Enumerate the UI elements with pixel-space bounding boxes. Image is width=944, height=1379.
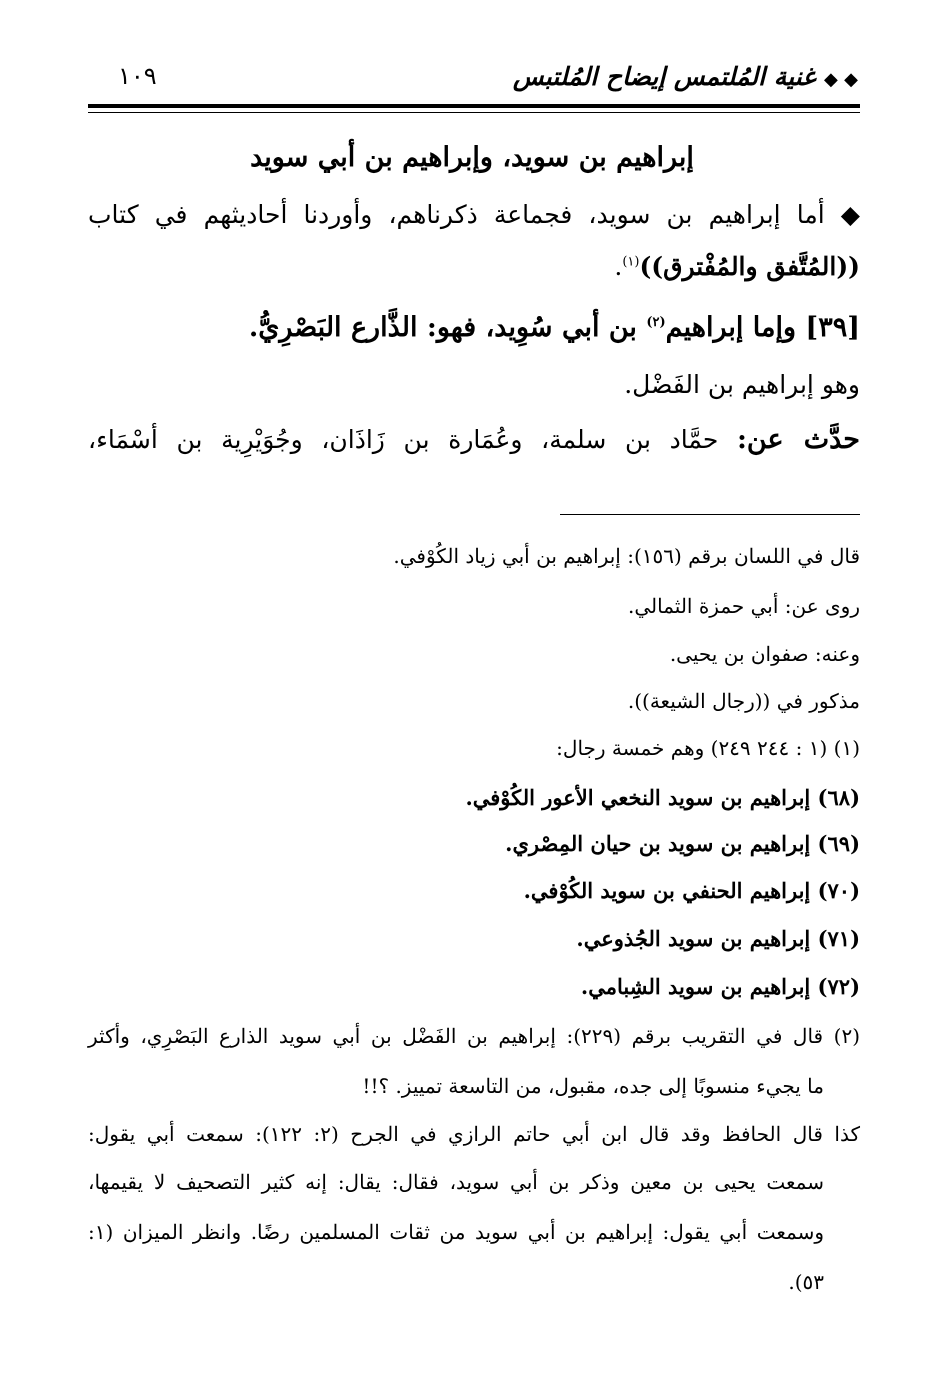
footnote-line: سمعت يحيى بن معين وذكر بن أبي سويد، فقال: يقال: إنه كثير التصحيف لا يقيمها، xyxy=(88,1170,824,1194)
footnote-separator xyxy=(560,514,860,515)
footnote-line: (٧٠) إبراهيم الحنفي بن سويد الكُوْفي. xyxy=(523,878,860,903)
footnote-line: ٥٣). xyxy=(788,1270,824,1294)
footnote-ref-1: (١) xyxy=(622,254,640,270)
running-title xyxy=(513,62,858,91)
narrated-line xyxy=(88,424,860,455)
narrated-label: حدَّث عن: xyxy=(736,424,860,455)
footnote-line: قال في اللسان برقم (١٥٦): إبراهيم بن أبي زياد الكُوْفي. xyxy=(393,544,860,568)
footnote-line: (١) (١ : ٢٤٤ ٢٤٩) وهم خمسة رجال: xyxy=(556,736,860,760)
footnote-line: وعنه: صفوان بن يحيى. xyxy=(669,642,860,666)
footnote-ref-2: (٢) xyxy=(646,315,666,330)
paragraph-line-2: ((المُتَّفق والمُفْترق))$^{(١)}$. xyxy=(614,252,860,281)
footnote-line: (٦٩) إبراهيم بن سويد بن حيان المِصْري. xyxy=(505,831,860,856)
entry-name: بن أبي سُوِيد، فهو: الذَّارع البَصْرِيُّ. xyxy=(248,312,647,343)
page-header xyxy=(88,62,858,102)
entry-heading xyxy=(249,312,860,343)
paragraph-line-1: ◆ أما إبراهيم بن سويد، فجماعة ذكرناهم، وأوردنا أحاديثهم في كتاب xyxy=(88,200,860,229)
footnote-line: (٧٢) إبراهيم بن سويد الشِبامي. xyxy=(580,974,860,999)
narrated-text: حمَّاد بن سلمة، وعُمَارة بن زَاذَان، وجُوَيْرِية بن أسْمَاء، xyxy=(88,425,737,454)
footnote-line: روى عن: أبي حمزة الثمالي. xyxy=(628,594,860,618)
footnote-line: (٢) قال في التقريب برقم (٢٢٩): إبراهيم بن الفَضْل بن أبي سويد الذارع البَصْرِي، وأكثر xyxy=(88,1024,860,1048)
entry-number: [٣٩] وإما إبراهيم xyxy=(665,312,860,343)
header-rule-thin xyxy=(88,112,860,113)
footnote-line: ما يجيء منسوبًا إلى جده، مقبول، من التاسعة تمييز. ؟!! xyxy=(362,1074,824,1098)
book-title: ((المُتَّفق والمُفْترق)) xyxy=(639,252,860,281)
alias-line: وهو إبراهيم بن الفَضْل. xyxy=(624,370,860,399)
diamond-ornament-icon: ◆ ◆ xyxy=(824,69,858,90)
footnote-line: وسمعت أبي يقول: إبراهيم بن أبي سويد من ثقات المسلمين رضًا. وانظر الميزان (١: xyxy=(88,1220,824,1244)
running-title-text: غنية المُلتمس إيضاح المُلتبس xyxy=(512,62,816,91)
footnote-line: مذكور في ((رجال الشيعة)). xyxy=(627,689,860,713)
page-number: ١٠٩ xyxy=(118,62,157,90)
footnote-line: كذا قال الحافظ وقد قال ابن أبي حاتم الرازي في الجرح (٢: ١٢٢): سمعت أبي يقول: xyxy=(88,1122,860,1146)
footnote-line: (٧١) إبراهيم بن سويد الجُذوعي. xyxy=(576,926,860,951)
header-rule-thick xyxy=(88,104,860,108)
footnote-line: (٦٨) إبراهيم بن سويد النخعي الأعور الكُوْفي. xyxy=(465,785,860,810)
section-title: إبراهيم بن سويد، وإبراهيم بن أبي سويد xyxy=(250,142,694,173)
